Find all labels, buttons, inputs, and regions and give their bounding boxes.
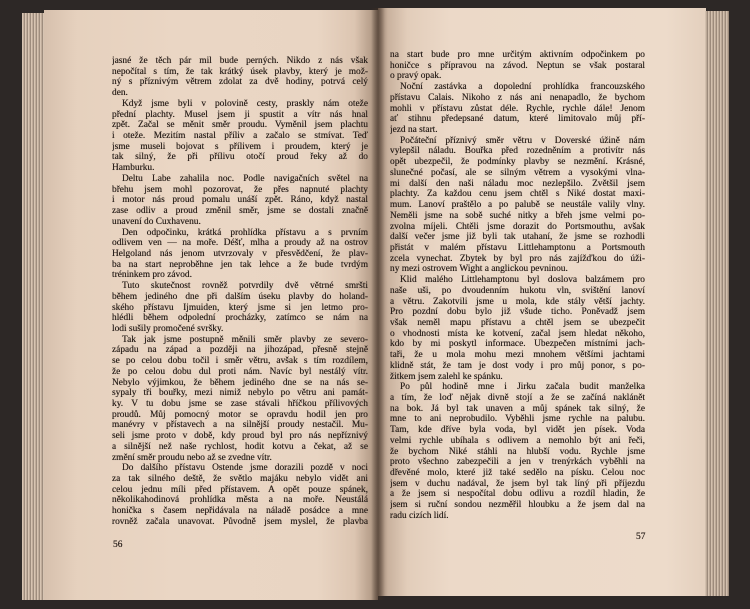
text-line: Nebylo výjimkou, že během jediného dne se na nás se- [112,377,368,388]
text-line: plachty. Za každou cenu jsem chtěl s Niké dostat maxi- [390,189,645,200]
text-line: na start bude pro mne určitým aktivním odpočinkem po [390,50,645,60]
text-line: přední plachty. Musel jsem ji spustit a vítr nás hnal [112,109,368,120]
paragraph [390,82,645,136]
text-line: dřevěné molo, které již také sedělo na písku. Celou noc [390,468,645,479]
text-line: ny mezi ostrovem Wight a anglickou pevninou. [390,264,568,275]
text-line: za tak silného deště, že světlo majáku nebylo vidět ani [112,474,368,485]
text-line: změní směr proudu nebo až se zvedne vítr. [112,452,272,463]
text-line: klidně stát, že tam je dost vody i pro můj ponor, s po- [390,360,645,371]
text-line: zcela vynechat. Zbytek by byl pro nás zajížďkou do úži- [390,253,645,264]
paragraph [112,174,368,228]
paragraph [112,99,368,174]
text-line: Po půl hodině mne i Jirku začala budit manželka [400,382,645,393]
paragraph [390,382,645,521]
text-line: jasné že těch pár mil bude perných. Nikdo z nás však [112,56,368,66]
text-line: Tam, kde dříve byla voda, byl vidět jen písek. Voda [390,425,645,436]
text-line: den. [112,88,128,99]
text-line: o vhodnosti místa ke kotvení, začal jsem hledat někoho, [390,328,645,339]
text-line: Deltu Labe zahalila noc. Podle navigačních světel na [122,173,368,184]
paragraph [112,335,368,464]
text-line: kdo by mi poskytl informace. Ubezpečen místními jach- [390,339,645,350]
text-line: západu na západ a později na jihozápad, přesně stejně [112,345,368,356]
text-line: několikahodinová prohlídka města a na moře. Neustálá [112,495,368,506]
text-line: se po celou dobu točil i směr větru, avšak s tím rozdílem, [112,356,368,367]
text-line: jsem si ruční sondou nezměřil hloubku a že jsem dal na [390,500,645,511]
text-line: naše uši, po dvoudenním hukotu vln, svištění lanoví [390,285,645,296]
text-line: honička s časem nepřidávala na náladě posádce a mne [112,506,368,517]
text-line: Noční zastávka a dopolední prohlídka francouzského [400,82,645,93]
text-line: odlivem ven — na moře. Déšť, mlha a proudy až na ostrov [112,238,368,249]
text-line: že po celou dobu dul proti nám. Navíc byl nestálý vítr. [112,366,368,377]
text-line: radu cizích lidí. [390,510,449,521]
text-line: a větru. Zakotvili jsme u mola, kde stály větší jachty. [390,296,645,307]
text-line: a tím, že loď nějak divně stojí a že se začíná naklánět [390,393,645,403]
text-line: a že jsem si nespočítal dobu odlivu a rozdíl hladin, že [390,489,645,500]
text-line: na bok. Já byl tak unaven a můj spánek tak silný, že [390,403,645,414]
text-line: jsme museli bojovat s přílivem i proudem, který je [112,141,368,152]
book-gutter [371,8,385,600]
text-line: že bychom Niké stáhli na hlubší vodu. Rychle jsme [390,446,645,457]
page-edges-left [22,13,46,600]
text-line: unavení do Cuxhavenu. [112,216,201,227]
text-line: Klid malého Littlehamptonu byl doslova balzámem pro [400,275,645,286]
text-line: mohli v přístavu zůstat déle. Rychle, rychle dále! Jenom [390,103,645,114]
text-line: mi další den naši náladu moc nezlepšilo. Zvětšil jsem [390,178,645,189]
text-line: tak silný, že při přílivu otočí proud řeky až do [112,152,368,163]
text-line: slunečné počasí, ale se silným větrem a vysokými vlna- [390,167,645,178]
paragraph [112,281,368,335]
text-line: proto všechno zabezpečili a jen v trenýrkách vyběhli na [390,457,645,468]
text-line: manévry v přístavech a na silnější proudy nestačil. Mu- [112,420,368,431]
page-text-right [390,50,645,522]
text-line: ný s příznivým větrem zdolat za dvě hodiny, potrvá celý [112,77,368,88]
text-line: ať stihnu předepsané datum, které limitovalo můj pří- [390,114,645,125]
text-line: Hamburku. [112,163,155,174]
page-number: 57 [636,532,646,542]
text-line: Když jsme byli v polovině cesty, praskly nám oteže [122,98,368,109]
text-line: tréninkem pro závod. [112,270,192,281]
text-line: velmi rychle ubíhala s odlivem a nemohlo být ani řeči, [390,435,645,446]
text-line: jezd na start. [390,125,438,136]
text-line: hlédli během odpolední procházky, zatímco se nám na [112,313,368,324]
text-line: zvolna míjeli. Chtěli jsme dorazit do Portsmouthu, avšak [390,221,645,232]
text-line: Den odpočinku, krátká prohlídka přístavu a s prvním [122,227,368,238]
text-line: zpět. Začal se měnit směr proudu. Vyměnil jsem plachtu [112,120,368,131]
text-line: i motor nás proud pomalu unáší zpět. Ráno, když nastal [112,195,368,206]
text-line: celou jednu míli před přístavem. A opět pouze spánek, [112,484,368,495]
page-text-left [112,56,368,528]
text-line: seli jsme proto v době, kdy proud byl pro nás nepříznivý [112,431,368,442]
text-line: honičce s přípravou na závod. Neptun se však postaral [390,60,645,71]
text-line: a silnější než naše rychlost, hodit kotvu a čekat, až se [112,441,368,452]
text-line: ského přístavu Ijmuiden, který jsme si jen letmo pro- [112,302,368,313]
page-number: 56 [113,540,123,550]
text-line: Tak jak jsme postupně měnili směr plavby ze severo- [122,334,368,345]
text-line: ky. V tu dobu jsme se zase stávali hříčkou přílivových [112,399,368,409]
text-line: o pravý opak. [390,71,442,82]
text-line: Počáteční příznivý směr větru v Doverské úžině nám [400,135,645,146]
text-line: Neměli jsme na sobě suché nitky a břeh jsme velmi po- [390,210,645,221]
text-line: opět ubezpečil, že podmínky plavby se nezmění. Krásné, [390,157,645,168]
text-line: přístavu Calais. Nikoho z nás ani nenapadlo, že bychom [390,92,645,103]
text-line: Tuto skutečnost rovněž potvrdily dvě větrné smršti [122,281,368,292]
paragraph [112,463,368,527]
text-line: mne to ani neprobudilo. Vyběhli jsme rychle na palubu. [390,414,645,425]
text-line: ba na start neproběhne jen tak lehce a že bude tvrdým [112,259,368,270]
text-line: břehu jsem mohl pozorovat, že přes napnuté plachty [112,184,368,195]
text-line: jsem v duchu nadával, že jsem byl tak líný při příjezdu [390,478,645,489]
text-line: žitkem jsem zalehl ke spánku. [390,371,503,382]
text-line: vylepšil náladu. Bouřka před rozedněním a protivítr nás [390,146,645,157]
text-line: taři, že u mola mohu mezi mnohem většími jachtami [390,350,645,361]
page-edges-right [705,11,729,596]
text-line: lodi sušily promočené svršky. [112,323,224,334]
text-line: i oteže. Mezitím nastal příliv a začalo se stmívat. Teď [112,131,368,142]
text-line: sypaly tři bouřky, mezi nimiž nebylo po větru ani památ- [112,388,368,399]
text-line: Pro pozdní dobu bylo již všude ticho. Poněvadž jsem [390,307,645,318]
text-line: přistát v malém přístavu Littlehamptonu a Portsmouth [390,242,645,253]
text-line: Helgoland nás jenom utvrzovaly v přesvědčení, že plav- [112,248,368,259]
paragraph [112,56,368,99]
text-line: proudů. Můj pomocný motor se opravdu hodil jen pro [112,409,368,420]
text-line: rovněž začala unavovat. Původně jsem myslel, že plavba [112,516,368,527]
text-line: nepočítal s tím, že tak krátký úsek plavby, který je mož- [112,66,368,77]
text-line: další večer jsme již byli tak utahaní, že jsme se rozhodli [390,232,645,243]
paragraph [390,50,645,82]
text-line: však neměl mapu přístavu a chtěl jsem se ubezpečit [390,317,645,328]
text-line: mum. Lanoví praštělo a po palubě se neustále valily vlny. [390,200,645,211]
paragraph [112,228,368,282]
text-line: Do dalšího přístavu Ostende jsme dorazili pozdě v noci [122,463,368,474]
text-line: zase odliv a proud změnil směr, jsme se dostali značně [112,206,368,217]
paragraph [390,136,645,275]
paragraph [390,275,645,382]
text-line: během jediného dne při dalším úseku plavby do holand- [112,291,368,302]
